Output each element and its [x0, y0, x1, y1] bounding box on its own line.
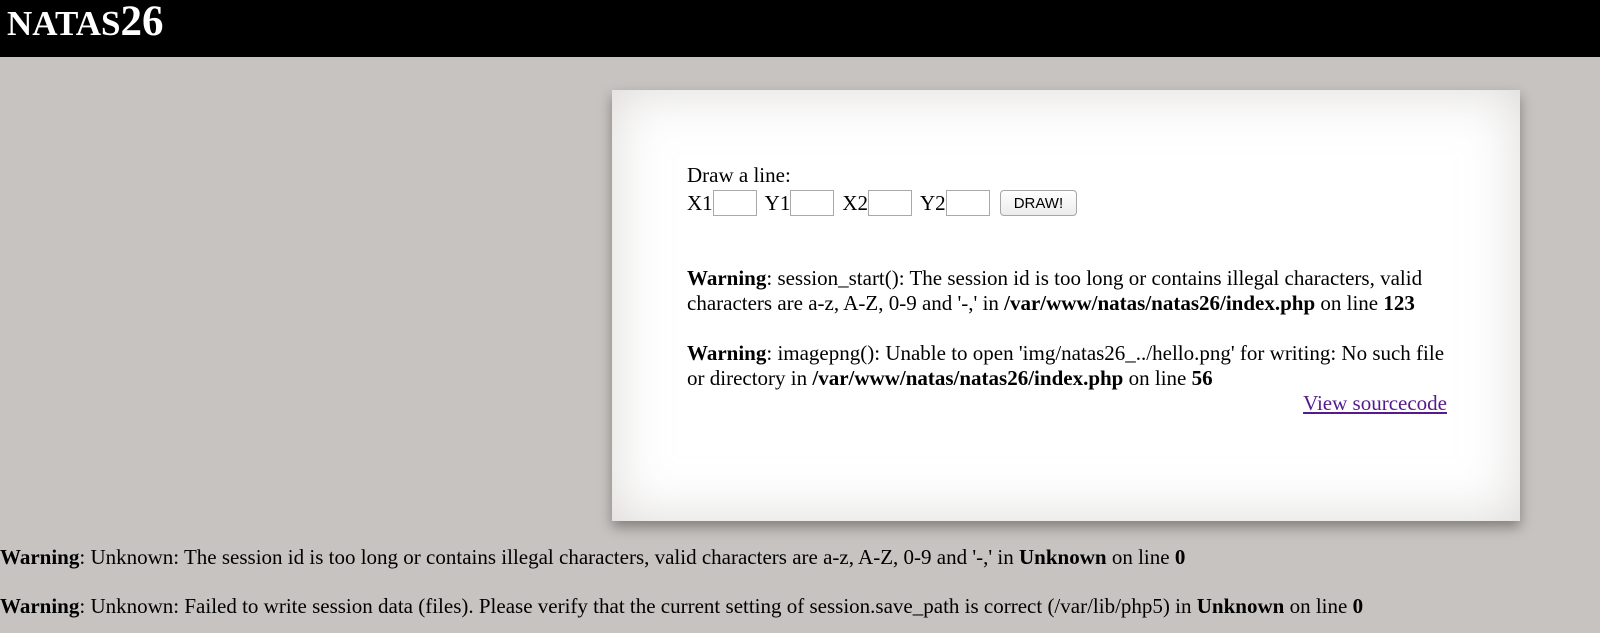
y1-input[interactable]: [790, 190, 834, 216]
view-sourcecode-link[interactable]: View sourcecode: [1303, 391, 1447, 415]
page-title-prefix: NATAS: [7, 4, 121, 43]
warning-label: Warning: [0, 594, 80, 618]
y1-label: Y1: [764, 190, 791, 215]
warning-message: : Unknown: Failed to write session data (files). Please verify that the current setting of session.save_path is correct (/var/lib/php5) in: [79, 594, 1197, 618]
x1-input[interactable]: [713, 190, 757, 216]
panel-content: [687, 163, 1447, 416]
draw-button[interactable]: DRAW!: [1000, 190, 1077, 216]
warning-file: /var/www/natas/natas26/index.php: [812, 366, 1124, 390]
warning-line-number: 0: [1174, 545, 1186, 569]
warning-message: : session_start(): The session id is too long or contains illegal characters, valid characters are a-z, A-Z, 0-9 and '-,' in: [687, 266, 1423, 315]
draw-form: [687, 163, 1447, 218]
warning-line-number: 56: [1191, 366, 1213, 390]
form-prompt: Draw a line:: [687, 163, 791, 187]
panel-warning-imagepng: [687, 341, 1447, 391]
header-bar: [0, 0, 1600, 57]
coordinate-row: [687, 188, 1447, 218]
warning-label: Warning: [0, 545, 80, 569]
source-link-row: [687, 391, 1447, 416]
warning-file: /var/www/natas/natas26/index.php: [1004, 291, 1316, 315]
warning-message: : imagepng(): Unable to open 'img/natas26_../hello.png' for writing: No such file or directory in: [687, 341, 1445, 390]
warning-label: Warning: [687, 266, 767, 290]
warning-message: : Unknown: The session id is too long or contains illegal characters, valid characters are a-z, A-Z, 0-9 and '-,' in: [79, 545, 1020, 569]
warning-label: Warning: [687, 341, 767, 365]
warning-line-number: 123: [1383, 291, 1415, 315]
page-title: [7, 1, 163, 45]
warning-line-number: 0: [1352, 594, 1364, 618]
warning-line-text: on line: [1106, 545, 1175, 569]
page-warning-session-id: [0, 545, 1185, 570]
content-panel: [612, 90, 1520, 521]
warning-line-text: on line: [1315, 291, 1384, 315]
y2-label: Y2: [920, 190, 946, 215]
warning-file: Unknown: [1196, 594, 1285, 618]
x2-label: X2: [842, 190, 869, 215]
x1-label: X1: [687, 190, 713, 215]
warning-line-text: on line: [1123, 366, 1192, 390]
x2-input[interactable]: [868, 190, 912, 216]
y2-input[interactable]: [946, 190, 990, 216]
warning-line-text: on line: [1284, 594, 1353, 618]
warning-file: Unknown: [1019, 545, 1107, 569]
page-title-number: 26: [120, 0, 164, 45]
page-warning-session-write: [0, 594, 1363, 619]
panel-warning-session: [687, 266, 1447, 316]
